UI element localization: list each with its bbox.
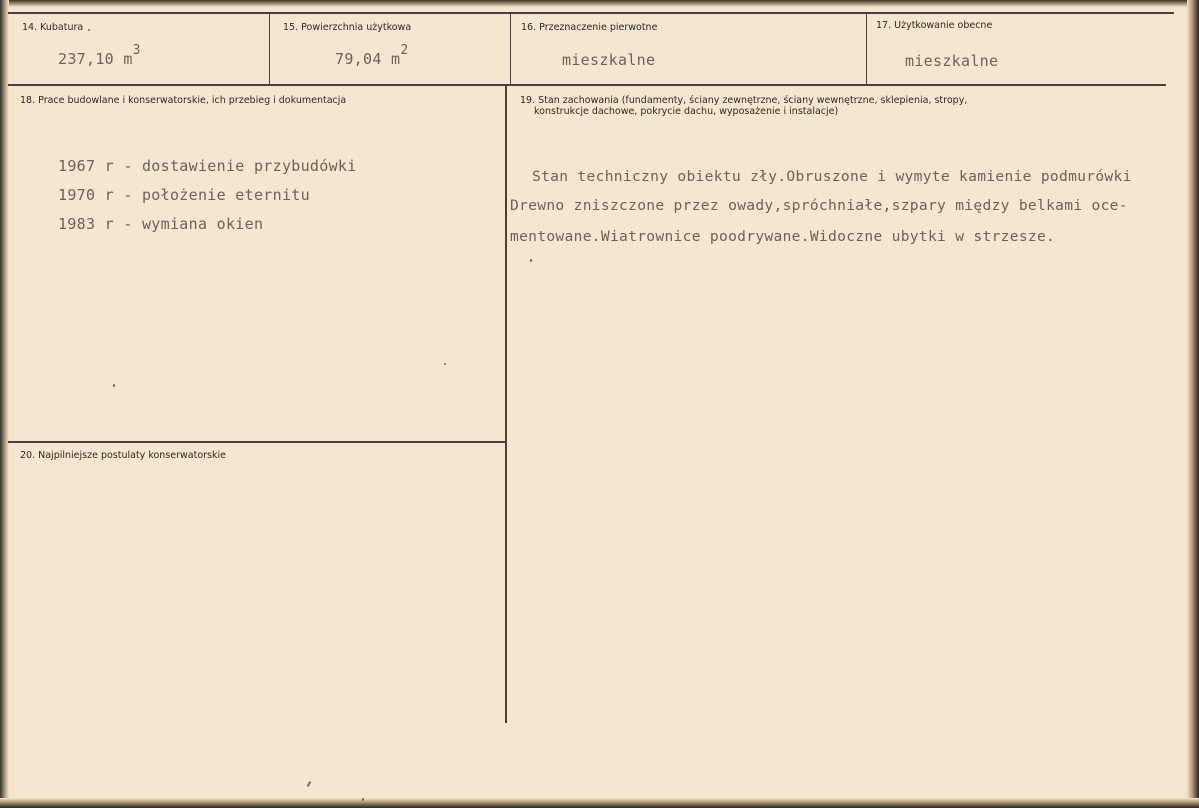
divider-main xyxy=(505,85,507,723)
prace-entry: 1983 r - wymiana okien xyxy=(58,215,264,233)
paper-speck xyxy=(113,384,115,387)
paper-speck xyxy=(530,259,532,262)
divider-16-17 xyxy=(866,13,867,85)
postulaty-label: 20. Najpilniejsze postulaty konserwatorskie xyxy=(20,450,226,461)
prace-entry: 1967 r - dostawienie przybudówki xyxy=(58,157,357,175)
card-edge-top xyxy=(0,0,1199,8)
divider-14-15 xyxy=(269,13,270,85)
stan-label-line2: konstrukcje dachowe, pokrycie dachu, wyposażenie i instalacje) xyxy=(534,106,839,117)
uzytkowanie-label: 17. Użytkowanie obecne xyxy=(876,20,993,31)
stan-text-line: Drewno zniszczone przez owady,spróchniałe,szpary między belkami oce- xyxy=(510,197,1128,214)
divider-15-16 xyxy=(510,13,511,85)
section18-bottom-line xyxy=(8,441,506,443)
prace-label: 18. Prace budowlane i konserwatorskie, ich przebieg i dokumentacja xyxy=(20,95,347,106)
kubatura-number: 237,10 m xyxy=(58,50,133,68)
stan-label-line1: 19. Stan zachowania (fundamenty, ściany zewnętrzne, ściany wewnętrzne, sklepienia, stropy, xyxy=(520,95,968,106)
row1-bottom-line xyxy=(8,84,1166,86)
paper-speck xyxy=(88,29,90,31)
uzytkowanie-value: mieszkalne xyxy=(905,52,999,70)
kubatura-label: 14. Kubatura xyxy=(22,22,84,33)
kubatura-unit-exponent: 3 xyxy=(132,43,141,58)
card-edge-bottom xyxy=(0,798,1199,808)
powierzchnia-unit-exponent: 2 xyxy=(400,43,409,58)
stan-text-line: mentowane.Wiatrownice poodrywane.Widoczne ubytki w strzesze. xyxy=(510,228,1056,245)
powierzchnia-label: 15. Powierzchnia użytkowa xyxy=(283,22,412,33)
przeznaczenie-value: mieszkalne xyxy=(562,51,656,69)
card-edge-left xyxy=(0,0,9,808)
kubatura-value xyxy=(58,43,141,68)
przeznaczenie-label: 16. Przeznaczenie pierwotne xyxy=(521,22,658,33)
powierzchnia-number: 79,04 m xyxy=(335,50,401,68)
paper-speck xyxy=(307,781,312,787)
powierzchnia-value xyxy=(335,43,409,68)
top-border-line xyxy=(8,12,1174,14)
card-edge-right xyxy=(1187,0,1199,808)
prace-entry: 1970 r - położenie eternitu xyxy=(58,186,310,204)
paper-speck xyxy=(362,798,364,801)
paper-speck xyxy=(444,363,446,365)
stan-text-line: Stan techniczny obiektu zły.Obruszone i wymyte kamienie podmurówki xyxy=(532,168,1132,185)
